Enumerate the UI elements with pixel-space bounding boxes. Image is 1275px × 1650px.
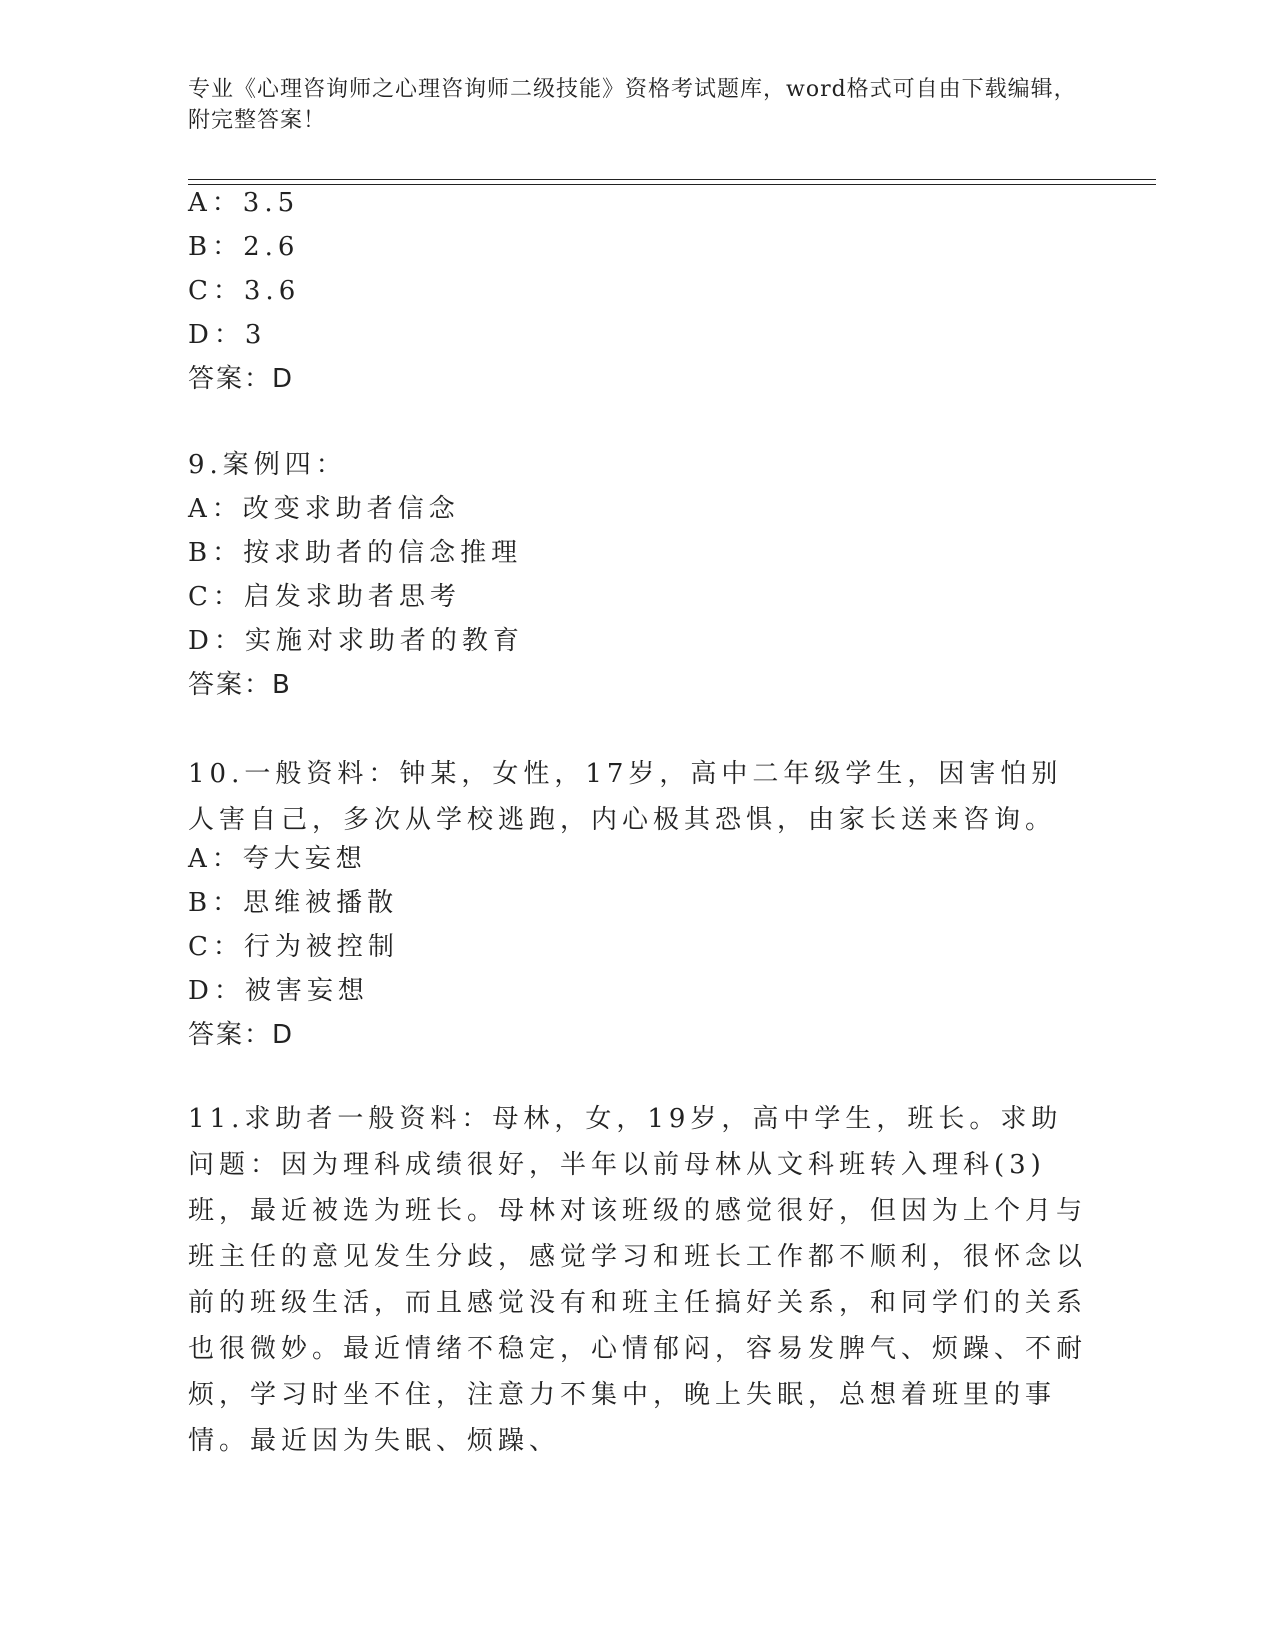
q8-option-b: B：2.6 bbox=[188, 232, 300, 262]
q9-option-a: A：改变求助者信念 bbox=[188, 494, 460, 524]
q10-option-d: D：被害妄想 bbox=[188, 976, 369, 1006]
q9-option-d: D：实施对求助者的教育 bbox=[188, 626, 524, 656]
q10-option-a: A：夸大妄想 bbox=[188, 844, 367, 874]
q10-stem: 10.一般资料：钟某，女性，17岁，高中二年级学生，因害怕别人害自己，多次从学校逃跑，内心极其恐惧，由家长送来咨询。 bbox=[188, 759, 1063, 835]
q11-stem: 11.求助者一般资料：母林，女，19岁，高中学生，班长。求助问题：因为理科成绩很好，半年以前母林从文科班转入理科(3)班，最近被选为班长。母林对该班级的感觉很好，但因为上个月与班主任的意见发生分歧，感觉学习和班长工作都不顺利，很怀念以前的班级生活，而且感觉没有和班主任搞好关系，和同学们的关系也很微妙。最近情绪不稳定，心情郁闷，容易发脾气、烦躁、不耐烦，学习时坐不住，注意力不集中，晚上失眠，总想着班里的事情。最近因为失眠、烦躁、 bbox=[188, 1104, 1088, 1456]
q9-answer: 答案：B bbox=[188, 670, 292, 700]
q8-option-c: C：3.6 bbox=[188, 276, 301, 306]
q10-option-b: B：思维被播散 bbox=[188, 888, 399, 918]
q8-option-a: A：3.5 bbox=[188, 188, 300, 218]
document-header: 专业《心理咨询师之心理咨询师二级技能》资格考试题库，word格式可自由下载编辑，附完整答案！ bbox=[188, 77, 1077, 133]
q8-option-d: D：3 bbox=[188, 320, 267, 350]
q8-answer: 答案：D bbox=[188, 364, 295, 394]
q9-option-b: B：按求助者的信念推理 bbox=[188, 538, 523, 568]
q10-option-c: C：行为被控制 bbox=[188, 932, 399, 962]
header-divider bbox=[188, 179, 1156, 185]
q9-option-c: C：启发求助者思考 bbox=[188, 582, 461, 612]
q9-stem: 9.案例四： bbox=[188, 450, 347, 480]
q10-answer: 答案：D bbox=[188, 1020, 295, 1050]
